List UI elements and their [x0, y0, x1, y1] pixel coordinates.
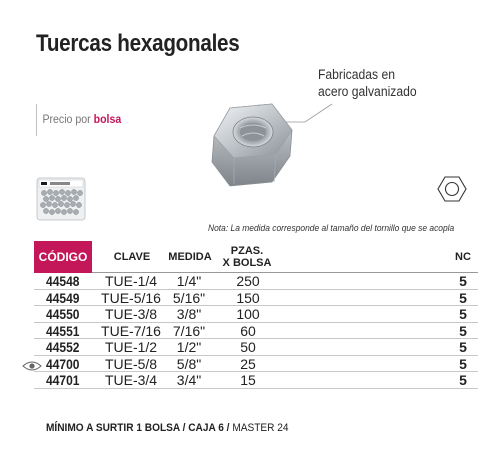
header-clave: CLAVE — [113, 251, 151, 263]
hexagon-outline-icon — [437, 176, 467, 202]
page-title: Tuercas hexagonales — [36, 30, 240, 57]
row-clave: TUE-3/8 — [104, 306, 158, 322]
row-clave: TUE-7/16 — [101, 322, 161, 339]
row-clave: TUE-5/16 — [101, 289, 161, 306]
row-pzas: 15 — [240, 372, 256, 388]
row-nc: 5 — [459, 355, 467, 372]
row-medida: 3/4" — [176, 372, 202, 388]
minimum-order-master: MASTER 24 — [232, 422, 289, 434]
row-clave: TUE-3/4 — [104, 372, 158, 388]
row-clave: TUE-5/8 — [104, 355, 158, 372]
hex-nut-photo — [200, 92, 304, 196]
row-pzas: 250 — [236, 273, 260, 289]
row-nc: 5 — [459, 306, 467, 322]
row-medida: 1/4" — [176, 273, 202, 289]
row-code: 44701 — [46, 372, 80, 388]
price-prefix: Precio por — [42, 114, 91, 126]
row-nc: 5 — [459, 289, 467, 306]
row-pzas: 150 — [236, 289, 260, 306]
header-medida: MEDIDA — [168, 251, 212, 263]
table-row — [34, 290, 478, 307]
callout-line-1: Fabricadas en — [318, 67, 396, 82]
row-medida: 1/2" — [176, 339, 202, 355]
row-code: 44550 — [46, 306, 80, 322]
price-unit: bolsa — [93, 114, 122, 126]
row-code: 44549 — [46, 289, 80, 306]
table-row — [34, 323, 478, 340]
table-row — [34, 372, 478, 389]
row-code: 44552 — [46, 339, 80, 355]
row-medida: 5/8" — [176, 355, 202, 372]
eye-icon[interactable] — [22, 360, 42, 372]
product-table — [34, 241, 478, 389]
header-pzas-line-2: X BOLSA — [222, 257, 272, 269]
row-nc: 5 — [459, 339, 467, 355]
table-row — [34, 339, 478, 356]
row-medida: 3/8" — [176, 306, 202, 322]
minimum-order-bold: MÍNIMO A SURTIR 1 BOLSA / CAJA 6 / — [46, 422, 230, 434]
header-pzas-line-1: PZAS. — [230, 245, 264, 257]
minimum-order-note — [46, 422, 289, 434]
row-pzas: 50 — [240, 339, 256, 355]
row-code: 44551 — [46, 322, 80, 339]
row-pzas: 100 — [236, 306, 260, 322]
header-pzas — [212, 241, 282, 273]
row-medida: 5/16" — [172, 289, 206, 306]
size-note: Nota: La medida corresponde al tamaño del tornillo que se acopla — [208, 222, 455, 233]
product-bag-thumbnail — [36, 177, 86, 221]
row-nc: 5 — [459, 322, 467, 339]
row-clave: TUE-1/2 — [104, 339, 158, 355]
table-row — [34, 273, 478, 290]
row-clave: TUE-1/4 — [104, 273, 158, 289]
row-pzas: 25 — [240, 355, 256, 372]
row-nc: 5 — [459, 372, 467, 388]
table-header — [34, 241, 478, 273]
table-row — [34, 306, 478, 323]
row-nc: 5 — [459, 273, 467, 289]
row-code: 44548 — [46, 273, 80, 289]
table-row — [34, 356, 478, 373]
row-code: 44700 — [46, 355, 80, 372]
header-nc: NC — [455, 251, 471, 263]
callout-line-2: acero galvanizado — [318, 84, 417, 99]
row-pzas: 60 — [240, 322, 256, 339]
header-code: CÓDIGO — [34, 241, 92, 273]
row-medida: 7/16" — [172, 322, 206, 339]
